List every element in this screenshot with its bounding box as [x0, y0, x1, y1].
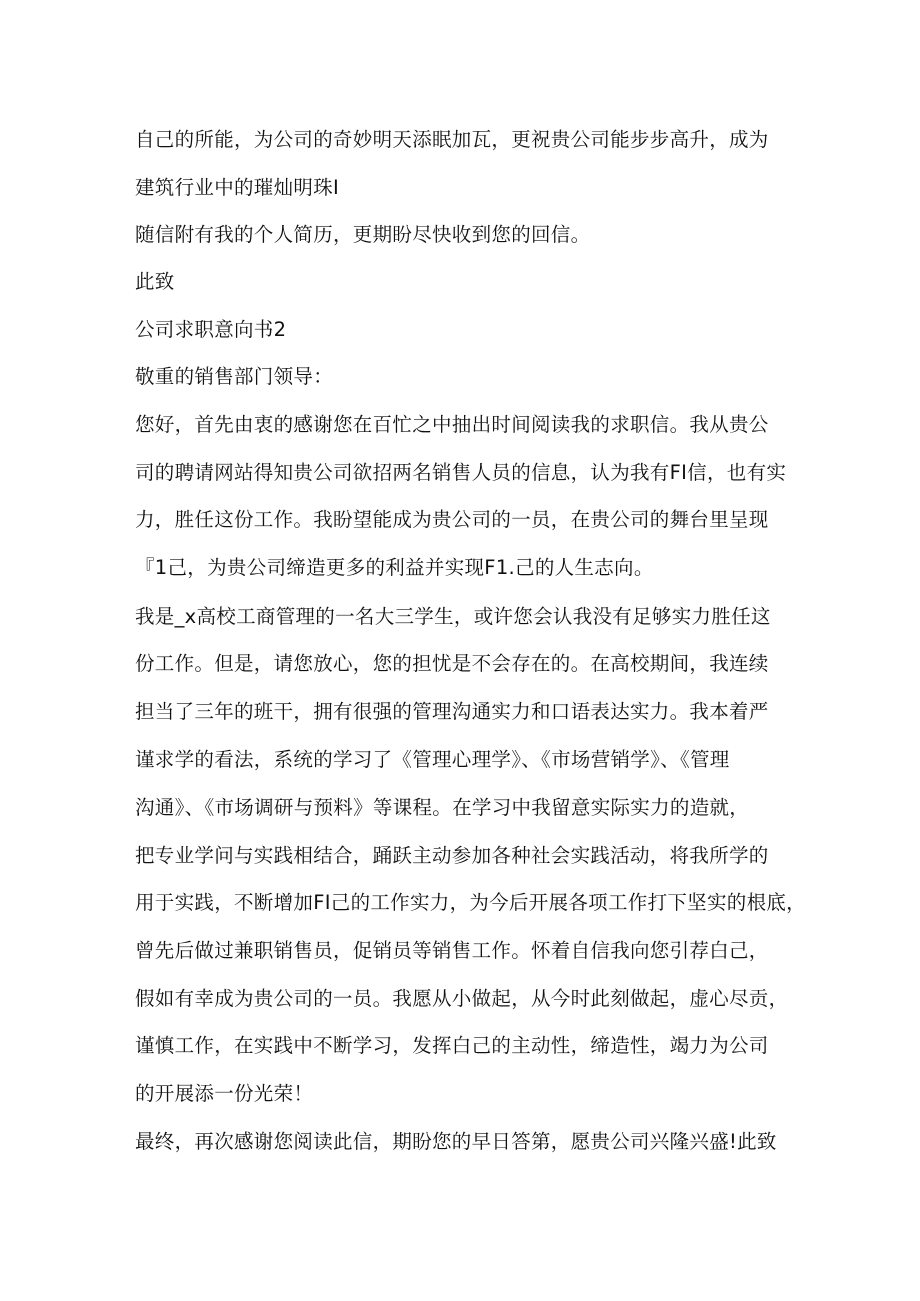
section-title: 公司求职意向书2 — [135, 318, 287, 341]
text-line: 我是_x高校工商管理的一名大三学生，或许您会认我没有足够实力胜任这 — [135, 605, 771, 628]
text-line: 把专业学问与实践相结合，踊跃主动参加各种社会实践活动，将我所学的 — [135, 844, 769, 867]
text-line: 建筑行业中的璀灿明珠I — [135, 176, 340, 199]
text-line: 份工作。但是，请您放心，您的担忧是不会存在的。在高校期间，我连续 — [135, 652, 769, 675]
text-line: 沟通》、《市场调研与预料》等课程。在学习中我留意实际实力的造就， — [135, 796, 750, 819]
text-line: 用于实践，不断增加FI己的工作实力，为今后开展各项工作打下坚实的根底， — [135, 891, 806, 914]
text-line: 力，胜任这份工作。我盼望能成为贵公司的一员，在贵公司的舞台里呈现 — [135, 508, 769, 531]
text-line: 曾先后做过兼职销售员，促销员等销售工作。怀着自信我向您引荐白己， — [135, 939, 769, 962]
text-line: 『1己，为贵公司缔造更多的利益并实现F1.己的人生志向。 — [135, 556, 654, 579]
text-line: 谨慎工作，在实践中不断学习，发挥白己的主动性，缔造性，竭力为公司 — [135, 1034, 769, 1057]
text-line: 担当了三年的班干，拥有很强的管理沟通实力和口语表达实力。我本着严 — [135, 700, 769, 723]
text-line: 司的聘请网站得知贵公司欲招两名销售人员的信息，认为我有FI信，也有实 — [135, 461, 787, 484]
salutation: 敬重的销售部门领导： — [135, 365, 334, 388]
text-line: 谨求学的看法，系统的学习了《管理心理学》、《市场营销学》、《管理 — [135, 748, 730, 771]
text-line: 的开展添一份光荣！ — [135, 1082, 314, 1105]
text-line: 随信附有我的个人简历，更期盼尽快收到您的回信。 — [135, 223, 591, 246]
text-line: 自己的所能，为公司的奇妙明天添眠加瓦，更祝贵公司能步步高升，成为 — [135, 128, 769, 151]
text-line: 此致 — [135, 270, 175, 293]
text-line: 最终，再次感谢您阅读此信，期盼您的早日答第，愿贵公司兴隆兴盛!此致 — [135, 1130, 777, 1153]
text-line: 假如有幸成为贵公司的一员。我愿从小做起，从今时此刻做起，虚心尽贡， — [135, 987, 789, 1010]
text-line: 您好，首先由衷的感谢您在百忙之中抽出时间阅读我的求职信。我从贵公 — [135, 413, 769, 436]
